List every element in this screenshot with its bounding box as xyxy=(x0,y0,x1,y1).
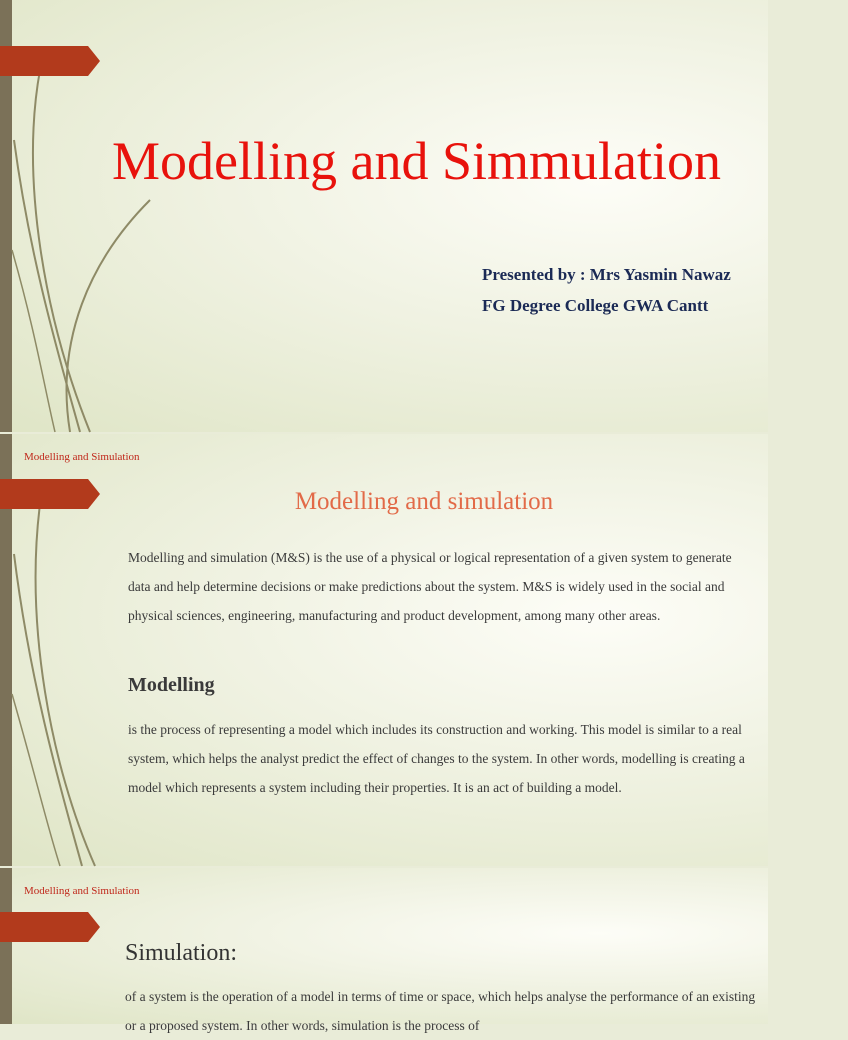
flag-marker xyxy=(0,46,100,76)
slide-header: Modelling and Simulation xyxy=(24,451,140,463)
slide-title: Modelling and Simmulation xyxy=(112,131,721,191)
modelling-slide xyxy=(0,434,768,866)
modelling-heading: Modelling xyxy=(128,674,215,696)
slide-header: Modelling and Simulation xyxy=(24,885,140,897)
simulation-paragraph: of a system is the operation of a model in terms of time or space, which helps analyse the performance of an existing or a proposed system. In other words, simulation is the process of xyxy=(125,989,756,1033)
simulation-slide xyxy=(0,868,768,1033)
presenter-info xyxy=(482,259,731,321)
title-slide xyxy=(0,0,768,432)
side-bar xyxy=(0,868,12,1024)
intro-paragraph: Modelling and simulation (M&S) is the use of a physical or logical representation of a given system to generate data and help determine decisions or make predictions about the system. M&S is widely used in the social and physical sciences, engineering, manufacturing and product development, among many other areas. xyxy=(128,550,732,623)
modelling-paragraph: is the process of representing a model which includes its construction and working. This model is similar to a real system, which helps the analyst predict the effect of changes to the system. In other words, modelling is creating a model which represents a system including their properties. It is an act of building a model. xyxy=(128,722,745,795)
simulation-heading: Simulation: xyxy=(125,940,238,966)
flag-marker xyxy=(0,912,100,942)
presenter-name: Presented by : Mrs Yasmin Nawaz xyxy=(482,265,731,284)
slide-title: Modelling and simulation xyxy=(294,488,554,515)
presenter-college: FG Degree College GWA Cantt xyxy=(482,296,709,315)
